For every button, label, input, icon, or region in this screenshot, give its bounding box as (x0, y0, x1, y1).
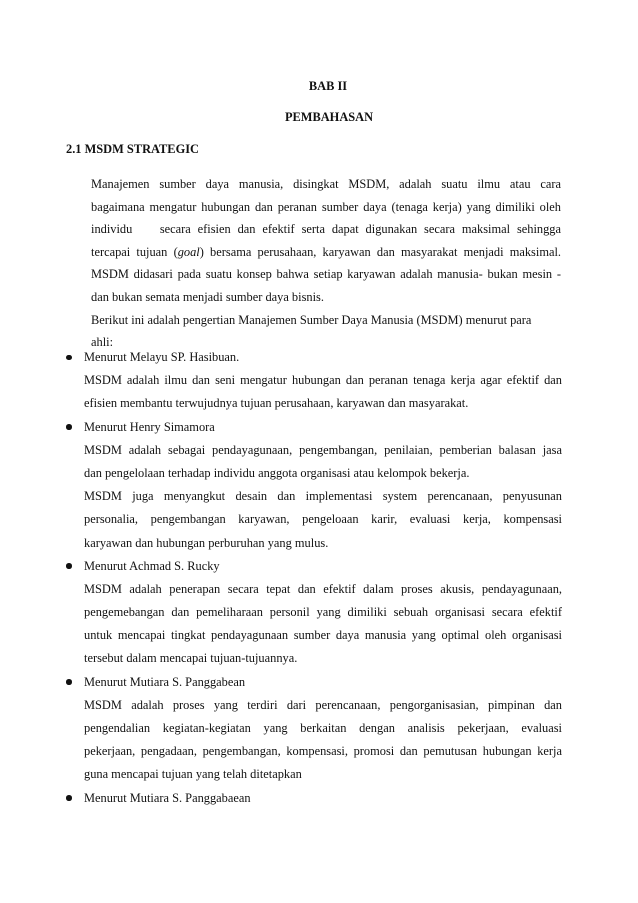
definition-line: pekerjaan, pengadaan, pengembangan, kompensasi, promosi dan pemutusan hubungan kerja (84, 744, 562, 759)
definition-source: Menurut Achmad S. Rucky (84, 558, 220, 573)
definition-heading (66, 346, 562, 369)
intro-line: bagaimana mengatur hubungan dan peranan sumber daya (tenaga kerja) yang dimiliki oleh (91, 199, 561, 214)
definition-line: tersebut dalam mencapai tujuan-tujuannya. (84, 651, 298, 666)
definition-heading (66, 555, 562, 578)
definition-line: pengemebangan dan pemeliharaan personil yang dimiliki sebuah organisasi secara efektif (84, 605, 562, 620)
list-item (66, 787, 562, 810)
definition-line: pengendalian kegiatan-kegiatan yang berkaitan dengan analisis pekerjaan, evaluasi (84, 721, 562, 735)
section-heading: 2.1 MSDM STRATEGIC (66, 142, 199, 156)
intro-line: individu secara efisien dan efektif serta dapat digunakan secara maksimal sehingga (91, 222, 561, 237)
definition-line: MSDM juga menyangkut desain dan implementasi system perencanaan, penyusunan (84, 489, 562, 504)
definition-line: dan pengelolaan terhadap individu anggota organisasi atau kelompok bekerja. (84, 465, 470, 480)
list-item (66, 346, 562, 416)
definition-body (66, 578, 562, 671)
definition-heading (66, 671, 562, 694)
chapter-number: BAB II (308, 79, 348, 93)
definition-line: guna mencapai tujuan yang telah ditetapkan (84, 767, 302, 782)
definition-source: Menurut Mutiara S. Panggabaean (84, 790, 251, 805)
chapter-title: PEMBAHASAN (284, 110, 374, 124)
definition-line: karyawan dan hubungan perburuhan yang mulus. (84, 535, 329, 550)
definition-source: Menurut Henry Simamora (84, 419, 215, 434)
intro-line-prefix: tercapai tujuan ( (91, 244, 178, 259)
definition-line: MSDM adalah penerapan secara tepat dan efektif dalam proses akusis, pendayagunaan, (84, 581, 562, 596)
definition-source: Menurut Melayu SP. Hasibuan. (84, 350, 240, 364)
intro-line: MSDM didasari pada suatu konsep bahwa setiap karyawan adalah manusia- bukan mesin - (91, 267, 561, 282)
definition-body (66, 439, 562, 555)
bullet-icon (66, 563, 72, 569)
definition-heading (66, 416, 562, 439)
list-item (66, 416, 562, 555)
intro-line-goal (91, 241, 561, 264)
bullet-icon (66, 424, 72, 430)
definition-line: untuk mencapai tingkat pendayagunaan sumber daya manusia yang optimal oleh organisasi (84, 628, 562, 643)
bullet-icon (66, 795, 72, 801)
intro-line: dan bukan semata menjadi sumber daya bisnis. (91, 289, 324, 304)
list-item (66, 555, 562, 671)
bullet-icon (66, 679, 72, 685)
definition-line: MSDM adalah sebagai pendayagunaan, pengembangan, penilaian, pemberian balasan jasa (84, 442, 562, 457)
definition-list (66, 346, 562, 810)
intro-line: ahli: (91, 335, 114, 350)
goal-term: goal (177, 244, 200, 259)
definition-body (66, 694, 562, 787)
intro-paragraph (91, 173, 561, 354)
definition-line: MSDM adalah ilmu dan seni mengatur hubungan dan peranan tenaga kerja agar efektif dan (84, 373, 562, 388)
definition-body (66, 369, 562, 415)
definition-heading (66, 787, 562, 810)
definition-source: Menurut Mutiara S. Panggabean (84, 674, 246, 689)
intro-line: Manajemen sumber daya manusia, disingkat MSDM, adalah suatu ilmu atau cara (91, 177, 561, 191)
bullet-icon (66, 355, 72, 361)
definition-line: efisien membantu terwujudnya tujuan perusahaan, karyawan dan masyarakat. (84, 396, 469, 411)
intro-line-suffix: ) bersama perusahaan, karyawan dan masyarakat menjadi maksimal. (199, 244, 561, 259)
definition-line: MSDM adalah proses yang terdiri dari perencanaan, pengorganisasian, pimpinan dan (84, 697, 562, 712)
list-item (66, 671, 562, 787)
definition-line: personalia, pengembangan karyawan, pengeloaan karir, evaluasi kerja, kompensasi (84, 512, 562, 527)
intro-line: Berikut ini adalah pengertian Manajemen Sumber Daya Manusia (MSDM) menurut para (91, 312, 532, 327)
